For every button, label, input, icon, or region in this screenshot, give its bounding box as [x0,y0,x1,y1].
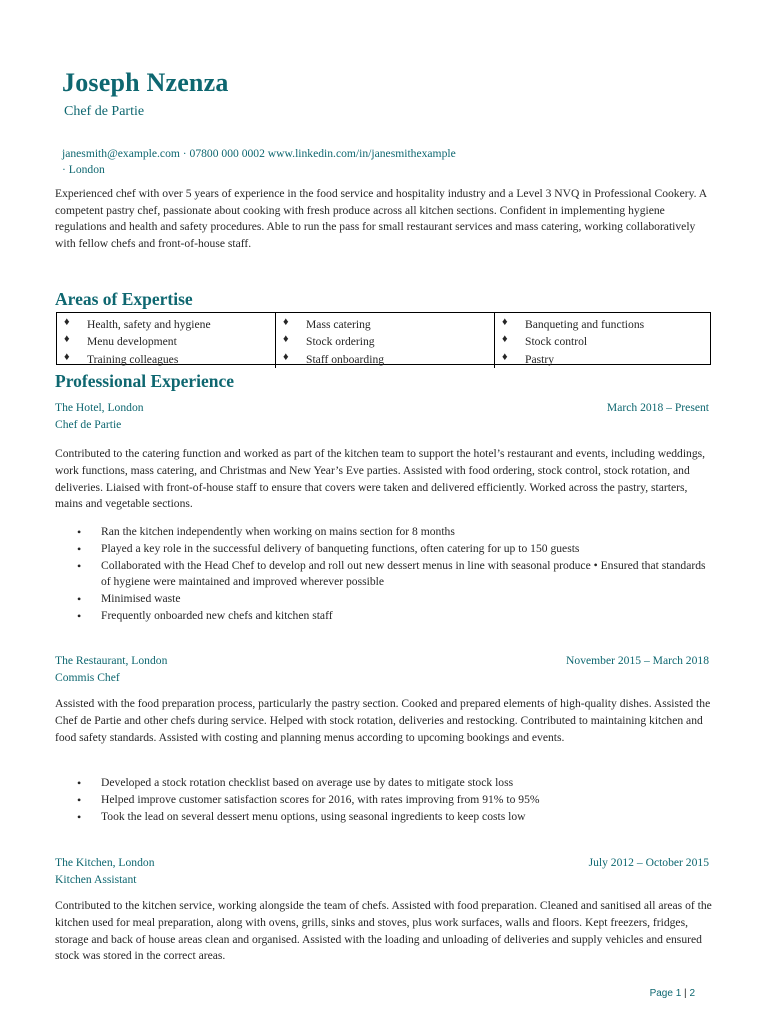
expertise-item: ♦ Stock control [502,333,588,349]
bullet-icon: ♦ [502,316,508,328]
bullet-icon: ♦ [502,350,508,363]
list-item: • Helped improve customer satisfaction scores for 2016, with rates improving from 91% to 95% [77,792,540,807]
bullet-icon: • [77,558,82,573]
bullet-icon: • [77,809,82,824]
list-item: • Played a key role in the successful delivery of banqueting functions, often catering for up to 150 guests [77,541,580,556]
expertise-item: ♦ Menu development [64,333,177,349]
contact-line: janesmith@example.com · 07800 000 0002 www.linkedin.com/in/janesmithexample [62,147,456,160]
job-description: Contributed to the catering function and worked as part of the kitchen team to support the hotel’s restaurant and events, including weddings, work functions, mass catering, and Christmas and New Year’s Eve parties. Assisted with food ordering, stock control, stock rotation, and deliveries. Liaised with front-of-house staff to ensure that covers were taken and delivered efficiently. Worked across the pastry, starters, mains and vegetable sections. [55,447,706,511]
page-label: Page 1 [649,988,682,999]
bullet-icon: • [77,592,82,607]
expertise-item: ♦ Banqueting and functions [502,316,645,331]
list-item: • Frequently onboarded new chefs and kitchen staff [77,608,333,623]
bullet-icon: • [77,792,82,807]
page-separator: | [684,988,687,999]
job-title: Commis Chef [55,671,120,684]
job-dates: July 2012 – October 2015 [588,856,709,869]
job-description: Contributed to the kitchen service, working alongside the team of chefs. Assisted with food preparation. Cleaned and sanitised all areas of the kitchen used for meal preparation, along with ovens, grills, sinks and stoves, plus work surfaces, walls and floors. Kept freezers, fridges, storage and back of house areas clean and organised. Assisted with the loading and unloading of deliveries and supply vehicles and ensured stock was stored in the correct areas. [55,899,712,963]
job-dates: March 2018 – Present [606,401,709,414]
list-item: • Ran the kitchen independently when working on mains section for 8 months [77,525,455,539]
list-item: • Collaborated with the Head Chef to develop and roll out new dessert menus in line with seasonal produce • Ensured that standards of hygiene were maintained and improved wherever possible [77,558,706,589]
bullet-icon: • [77,776,82,790]
bullet-icon: • [77,525,82,539]
list-item: • Developed a stock rotation checklist based on average use by dates to mitigate stock loss [77,776,514,790]
job-title: Chef de Partie [55,418,122,431]
profile-summary: Experienced chef with over 5 years of experience in the food service and hospitality industry and a Level 3 NVQ in Professional Cookery. A competent pastry chef, passionate about cooking with fresh produce across all kitchen sections. Confident in implementing hygiene regulations and health and safety procedures. Able to run the pass for small restaurant services and mass catering, working collaboratively with fellow chefs and front-of-house staff. [55,187,707,250]
list-item: • Minimised waste [77,592,181,607]
job-dates: November 2015 – March 2018 [566,654,709,667]
bullet-icon: • [77,608,82,623]
candidate-name: Joseph Nzenza [62,68,229,97]
bullet-icon: ♦ [283,316,289,328]
expertise-table [56,312,711,365]
job-description: Assisted with the food preparation process, particularly the pastry section. Cooked and prepared elements of high-quality dishes. Assisted the Chef de Partie and other chefs during service. Helped with stock rotation, deliveries and restocking. Contributed to maintaining kitchen and food safety standards. Assisted with costing and planning menus according to upcoming bookings and events. [55,697,711,744]
bullet-icon: ♦ [283,350,289,363]
expertise-heading: Areas of Expertise [55,289,193,309]
experience-heading: Professional Experience [55,371,235,391]
contact-location: · London [62,162,105,176]
job-employer: The Kitchen, London [55,856,155,869]
contact-info [62,146,532,177]
bullet-icon: ♦ [64,350,70,363]
bullet-icon: ♦ [502,333,508,346]
expertise-column [276,313,495,368]
job-employer: The Hotel, London [55,401,144,414]
expertise-item: ♦ Stock ordering [283,333,375,349]
job-title: Kitchen Assistant [55,873,137,886]
expertise-column [57,313,276,368]
bullet-icon: ♦ [64,333,70,346]
job-employer: The Restaurant, London [55,654,168,667]
candidate-role: Chef de Partie [64,104,145,119]
list-item: • Took the lead on several dessert menu options, using seasonal ingredients to keep costs low [77,809,526,824]
bullet-icon: ♦ [64,316,70,328]
expertise-item: ♦ Pastry [502,350,554,366]
page-number [650,988,695,1000]
expertise-item: ♦ Training colleagues [64,350,179,366]
page-total: 2 [689,988,695,999]
expertise-item: ♦ Health, safety and hygiene [64,316,211,331]
job-achievements [55,524,715,625]
expertise-item: ♦ Mass catering [283,316,371,331]
bullet-icon: • [77,541,82,556]
expertise-column [495,313,710,368]
bullet-icon: ♦ [283,333,289,346]
job-achievements [55,775,715,825]
expertise-item: ♦ Staff onboarding [283,350,385,366]
